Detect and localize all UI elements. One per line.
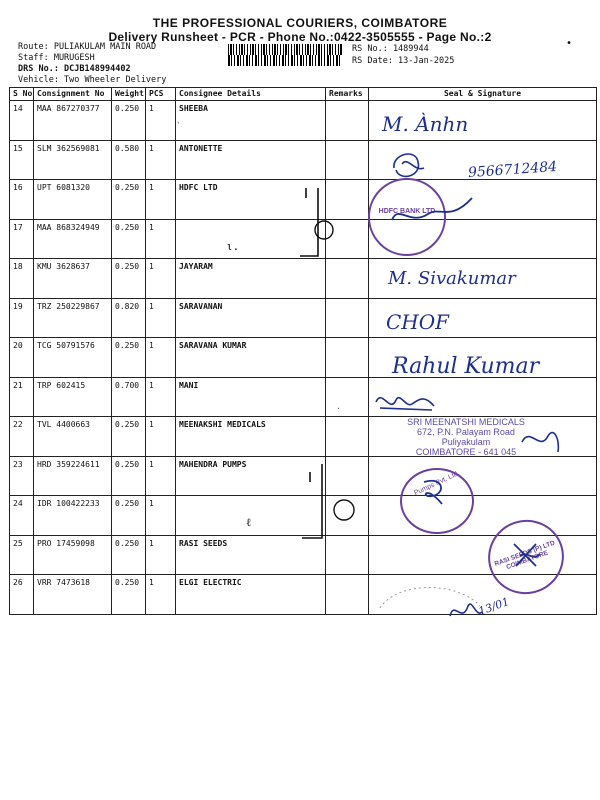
row-weight: 0.250 [112,417,146,457]
row-consignee: JAYARAM [176,259,326,299]
col-consignment: Consignment No [34,88,112,101]
table-row [10,377,597,417]
dot-mark: · [336,404,341,413]
row-pcs: 1 [146,219,176,259]
row-sno: 21 [10,377,34,417]
scribble-row-16 [380,196,480,236]
row-weight: 0.250 [112,496,146,536]
bracket-mark-24 [298,462,360,546]
row-pcs: 1 [146,140,176,180]
row-consignee: SARAVANAN [176,298,326,338]
row-pcs: 1 [146,180,176,220]
row-pcs: 1 [146,575,176,615]
signature-row-18: M. Sivakumar [388,268,516,289]
scribble-row-25 [506,536,546,576]
signature-row-20: Rahul Kumar [392,354,540,379]
table-row [10,101,597,141]
row-consignee: MEENAKSHI MEDICALS [176,417,326,457]
col-sno: S No [10,88,34,101]
row-consignee: ELGI ELECTRIC [176,575,326,615]
row-consignment: UPT 6081320 [34,180,112,220]
medicals-stamp: SRI MEENATSHI MEDICALS 672, P.N. Palayam Road Puliyakulam COIMBATORE - 641 045 [407,417,525,457]
hdfc-stamp: HDFC BANK LTD [368,178,446,256]
row-weight: 0.700 [112,377,146,417]
row-weight: 0.580 [112,140,146,180]
mark-row-24: ℓ [246,516,252,529]
row-consignee: RASI SEEDS [176,535,326,575]
row-sno: 17 [10,219,34,259]
route-label: Route: PULIAKULAM MAIN ROAD [18,42,157,52]
signature-row-19: CHOF [386,310,450,334]
row-pcs: 1 [146,456,176,496]
row-weight: 0.250 [112,259,146,299]
row-pcs: 1 [146,338,176,378]
row-consignee: MANI [176,377,326,417]
row-remarks [326,259,369,299]
table-row [10,298,597,338]
signature-row-21 [372,384,442,418]
row-consignee: HDFC LTD [176,180,326,220]
row-weight: 0.250 [112,456,146,496]
row-weight: 0.820 [112,298,146,338]
runsheet-subtitle: Delivery Runsheet - PCR - Phone No.:0422-3505555 - Page No.:2 [108,30,492,44]
row-sno: 22 [10,417,34,457]
row-consignee: ANTONETTE [176,140,326,180]
phone-row-15: 9566712484 [467,158,558,182]
row-pcs: 1 [146,377,176,417]
vehicle-label: Vehicle: Two Wheeler Delivery [18,75,167,85]
row-weight: 0.250 [112,338,146,378]
row-sno: 15 [10,140,34,180]
drs-label: DRS No.: DCJB148994402 [18,64,131,74]
pumps-stamp: Pumps Pvt. Ltd. [400,468,474,534]
row-pcs: 1 [146,259,176,299]
row-consignment: SLM 362569081 [34,140,112,180]
table-header [10,88,597,101]
col-consignee: Consignee Details [176,88,326,101]
row-pcs: 1 [146,298,176,338]
row-consignment: MAA 867270377 [34,101,112,141]
company-name: THE PROFESSIONAL COURIERS, COIMBATORE [152,16,448,30]
row-remarks [326,298,369,338]
row-pcs: 1 [146,101,176,141]
col-weight: Weight [112,88,146,101]
row-consignee: MAHENDRA PUMPS [176,456,326,496]
signature-row-14: M. Ànhn [382,112,469,136]
row-consignee: SHEEBA [176,101,326,141]
rasi-seeds-stamp: RASI SEEDS (P) LTD COIMBATORE [478,509,575,605]
row-sno: 20 [10,338,34,378]
row-weight: 0.250 [112,535,146,575]
row-pcs: 1 [146,417,176,457]
row-remarks [326,140,369,180]
row-pcs: 1 [146,496,176,536]
row-remarks [326,101,369,141]
col-pcs: PCS [146,88,176,101]
row-consignment: HRD 359224611 [34,456,112,496]
rs-number: RS No.: 1489944 [352,44,429,54]
date-row-26: 13/01 [476,594,511,619]
row-sno: 24 [10,496,34,536]
row-sno: 26 [10,575,34,615]
col-seal-signature: Seal & Signature [369,88,597,101]
row-consignment: MAA 868324949 [34,219,112,259]
staff-label: Staff: MURUGESH [18,53,95,63]
row-weight: 0.250 [112,219,146,259]
row-pcs: 1 [146,535,176,575]
corner-mark: • [566,38,573,49]
row-sno: 23 [10,456,34,496]
row-sno: 14 [10,101,34,141]
row-weight: 0.250 [112,180,146,220]
row-consignee: SARAVANA KUMAR [176,338,326,378]
row-remarks [326,338,369,378]
row-consignment: PRO 17459098 [34,535,112,575]
row-consignment: TVL 4400663 [34,417,112,457]
scribble-row-22 [518,422,564,458]
row-consignment: KMU 3628637 [34,259,112,299]
rs-date: RS Date: 13-Jan-2025 [352,56,455,66]
bracket-mark-16 [296,186,336,262]
row-sno: 18 [10,259,34,299]
row-consignment: TCG 50791576 [34,338,112,378]
row-consignment: TRZ 250229867 [34,298,112,338]
row-remarks [326,575,369,615]
row-consignment: IDR 100422233 [34,496,112,536]
row-sno: 19 [10,298,34,338]
row-sno: 25 [10,535,34,575]
row-remarks [326,377,369,417]
barcode-lower [228,55,342,66]
tick-mark: ` [176,122,182,132]
col-remarks: Remarks [326,88,369,101]
row-weight: 0.250 [112,101,146,141]
scribble-row-23 [414,474,454,508]
row-sno: 16 [10,180,34,220]
row-remarks [326,417,369,457]
row-weight: 0.250 [112,575,146,615]
row-consignment: VRR 7473618 [34,575,112,615]
mark-row-17: ι. [226,240,240,253]
row-consignment: TRP 602415 [34,377,112,417]
